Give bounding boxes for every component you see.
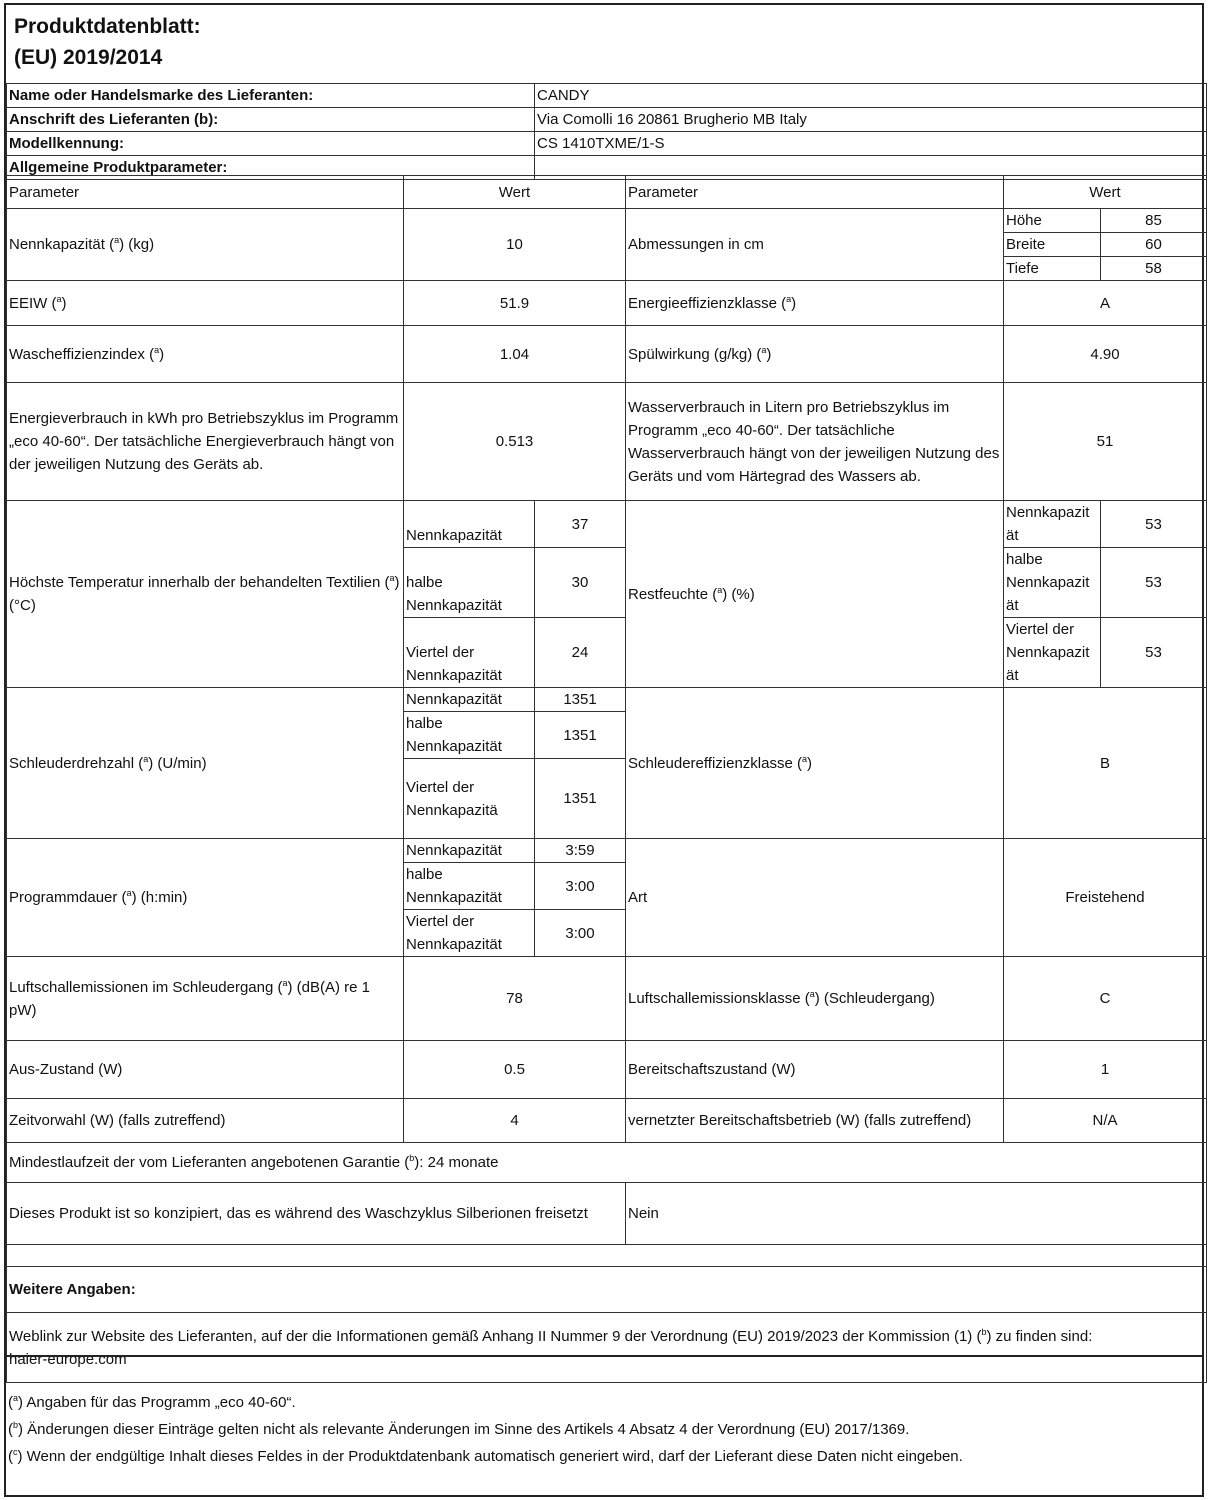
model-row (7, 132, 1207, 156)
general-params-label: Allgemeine Produktparameter: (7, 156, 535, 180)
spin-full-value: 1351 (535, 688, 626, 712)
sheet-title (14, 11, 201, 73)
energy-class-value: A (1004, 281, 1207, 326)
eeiw-row (7, 281, 1207, 326)
type-value: Freistehend (1004, 839, 1207, 957)
temperature-label: Höchste Temperatur innerhalb der behandelten Textilien ($^a$) (°C) (7, 501, 404, 688)
supplier-table (6, 83, 1207, 180)
spin-full-row (7, 688, 1207, 712)
width-value: 60 (1101, 233, 1207, 257)
moisture-full-value: 53 (1101, 501, 1207, 548)
delay-row (7, 1099, 1207, 1143)
empty-row (7, 1245, 1207, 1267)
weblink-url[interactable]: haier-europe.com (9, 1350, 127, 1368)
delay-start-value: 4 (404, 1099, 626, 1143)
supplier-address-label: Anschrift des Lieferanten (b): (7, 108, 535, 132)
energy-class-label: Energieeffizienzklasse ($^a$) (626, 281, 1004, 326)
height-label: Höhe (1004, 209, 1101, 233)
spin-label: Schleuderdrehzahl ($^a$) (U/min) (7, 688, 404, 839)
supplier-name-value: CANDY (535, 84, 1207, 108)
duration-full-row (7, 839, 1207, 863)
rinse-label: Spülwirkung (g/kg) ($^a$) (626, 326, 1004, 383)
parameter-table (6, 175, 1207, 1383)
standby-value: 1 (1004, 1041, 1207, 1099)
further-info-label: Weitere Angaben: (7, 1267, 1207, 1313)
warranty-row (7, 1143, 1207, 1183)
title-line-2: (EU) 2019/2014 (14, 46, 163, 69)
noise-label: Luftschallemissionen im Schleudergang ($^a$) (dB(A) re 1 pW) (7, 957, 404, 1041)
capacity-row (7, 209, 1207, 233)
capacity-value: 10 (404, 209, 626, 281)
empty-cell (7, 1245, 1207, 1267)
temperature-full-row (7, 501, 1207, 548)
weblink-cell: Weblink zur Website des Lieferanten, auf der die Informationen gemäß Anhang II Nummer 9 der Verordnung (EU) 2019/2023 der Kommission (1) ($^b$) zu finden sind: haier-europe.com (7, 1313, 1207, 1383)
value-header-left: Wert (404, 176, 626, 209)
spin-full-label: Nennkapazität (404, 688, 535, 712)
moisture-full-label: Nennkapazit ät (1004, 501, 1101, 548)
spin-class-value: B (1004, 688, 1207, 839)
depth-value: 58 (1101, 257, 1207, 281)
noise-class-label: Luftschallemissionsklasse ($^a$) (Schleudergang) (626, 957, 1004, 1041)
depth-label: Tiefe (1004, 257, 1101, 281)
type-label: Art (626, 839, 1004, 957)
network-standby-label: vernetzter Bereitschaftsbetrieb (W) (falls zutreffend) (626, 1099, 1004, 1143)
footnote-a: ($^a$) Angaben für das Programm „eco 40-60“. (8, 1393, 296, 1411)
moisture-half-label: halbe Nennkapazit ät (1004, 548, 1101, 618)
spin-half-value: 1351 (535, 712, 626, 759)
footnote-b: ($^b$) Änderungen dieser Einträge gelten nicht als relevante Änderungen im Sinne des Artikels 4 Absatz 4 der Verordnung (EU) 2017/1369. (8, 1420, 910, 1438)
water-consumption-value: 51 (1004, 383, 1207, 501)
moisture-quarter-value: 53 (1101, 618, 1207, 688)
footnote-c: ($^c$) Wenn der endgültige Inhalt dieses Feldes in der Produktdatenbank automatisch generiert wird, darf der Lieferant diese Daten nicht eingeben. (8, 1447, 963, 1465)
wash-index-row (7, 326, 1207, 383)
duration-full-value: 3:59 (535, 839, 626, 863)
wash-index-value: 1.04 (404, 326, 626, 383)
temperature-half-label: halbe Nennkapazität (404, 548, 535, 618)
delay-start-label: Zeitvorwahl (W) (falls zutreffend) (7, 1099, 404, 1143)
temperature-quarter-label: Viertel der Nennkapazität (404, 618, 535, 688)
duration-half-value: 3:00 (535, 863, 626, 910)
duration-quarter-label: Viertel der Nennkapazität (404, 910, 535, 957)
supplier-name-row (7, 84, 1207, 108)
energy-consumption-label: Energieverbrauch in kWh pro Betriebszyklus im Programm „eco 40-60“. Der tatsächliche Energieverbrauch hängt von der jeweiligen Nutzung des Geräts ab. (7, 383, 404, 501)
noise-row (7, 957, 1207, 1041)
footnotes (6, 1355, 1202, 1497)
moisture-half-value: 53 (1101, 548, 1207, 618)
rinse-value: 4.90 (1004, 326, 1207, 383)
noise-class-value: C (1004, 957, 1207, 1041)
silver-row (7, 1183, 1207, 1245)
dimensions-label: Abmessungen in cm (626, 209, 1004, 281)
spin-half-label: halbe Nennkapazität (404, 712, 535, 759)
param-header-left: Parameter (7, 176, 404, 209)
power-row (7, 1041, 1207, 1099)
silver-label: Dieses Produkt ist so konzipiert, das es während des Waschzyklus Silberionen freisetzt (7, 1183, 626, 1245)
moisture-label: Restfeuchte ($^a$) (%) (626, 501, 1004, 688)
param-header-right: Parameter (626, 176, 1004, 209)
model-value: CS 1410TXME/1-S (535, 132, 1207, 156)
supplier-name-label: Name oder Handelsmarke des Lieferanten: (7, 84, 535, 108)
spin-quarter-label: Viertel der Nennkapazitä (404, 759, 535, 839)
duration-full-label: Nennkapazität (404, 839, 535, 863)
eeiw-label: EEIW ($^a$) (7, 281, 404, 326)
spin-quarter-value: 1351 (535, 759, 626, 839)
temperature-full-value: 37 (535, 501, 626, 548)
eeiw-value: 51.9 (404, 281, 626, 326)
standby-label: Bereitschaftszustand (W) (626, 1041, 1004, 1099)
capacity-label: Nennkapazität ($^a$) (kg) (7, 209, 404, 281)
temperature-quarter-value: 24 (535, 618, 626, 688)
warranty-text: Mindestlaufzeit der vom Lieferanten angebotenen Garantie ($^b$): 24 monate (7, 1143, 1207, 1183)
water-consumption-label: Wasserverbrauch in Litern pro Betriebszyklus im Programm „eco 40-60“. Der tatsächliche Wasserverbrauch hängt von der jeweiligen Nutzung des Geräts und vom Härtegrad des Wassers ab. (626, 383, 1004, 501)
value-header-right: Wert (1004, 176, 1207, 209)
duration-half-label: halbe Nennkapazität (404, 863, 535, 910)
consumption-row (7, 383, 1207, 501)
off-mode-label: Aus-Zustand (W) (7, 1041, 404, 1099)
network-standby-value: N/A (1004, 1099, 1207, 1143)
height-value: 85 (1101, 209, 1207, 233)
moisture-quarter-label: Viertel der Nennkapazit ät (1004, 618, 1101, 688)
off-mode-value: 0.5 (404, 1041, 626, 1099)
temperature-half-value: 30 (535, 548, 626, 618)
supplier-address-value: Via Comolli 16 20861 Brugherio MB Italy (535, 108, 1207, 132)
duration-quarter-value: 3:00 (535, 910, 626, 957)
further-row (7, 1267, 1207, 1313)
width-label: Breite (1004, 233, 1101, 257)
temperature-full-label: Nennkapazität (404, 501, 535, 548)
header-row (7, 176, 1207, 209)
title-line-1: Produktdatenblatt: (14, 15, 201, 38)
energy-consumption-value: 0.513 (404, 383, 626, 501)
spin-class-label: Schleudereffizienzklasse ($^a$) (626, 688, 1004, 839)
silver-value: Nein (626, 1183, 1207, 1245)
supplier-address-row (7, 108, 1207, 132)
model-label: Modellkennung: (7, 132, 535, 156)
product-data-sheet (4, 3, 1204, 1497)
wash-index-label: Wascheffizienzindex ($^a$) (7, 326, 404, 383)
duration-label: Programmdauer ($^a$) (h:min) (7, 839, 404, 957)
noise-value: 78 (404, 957, 626, 1041)
